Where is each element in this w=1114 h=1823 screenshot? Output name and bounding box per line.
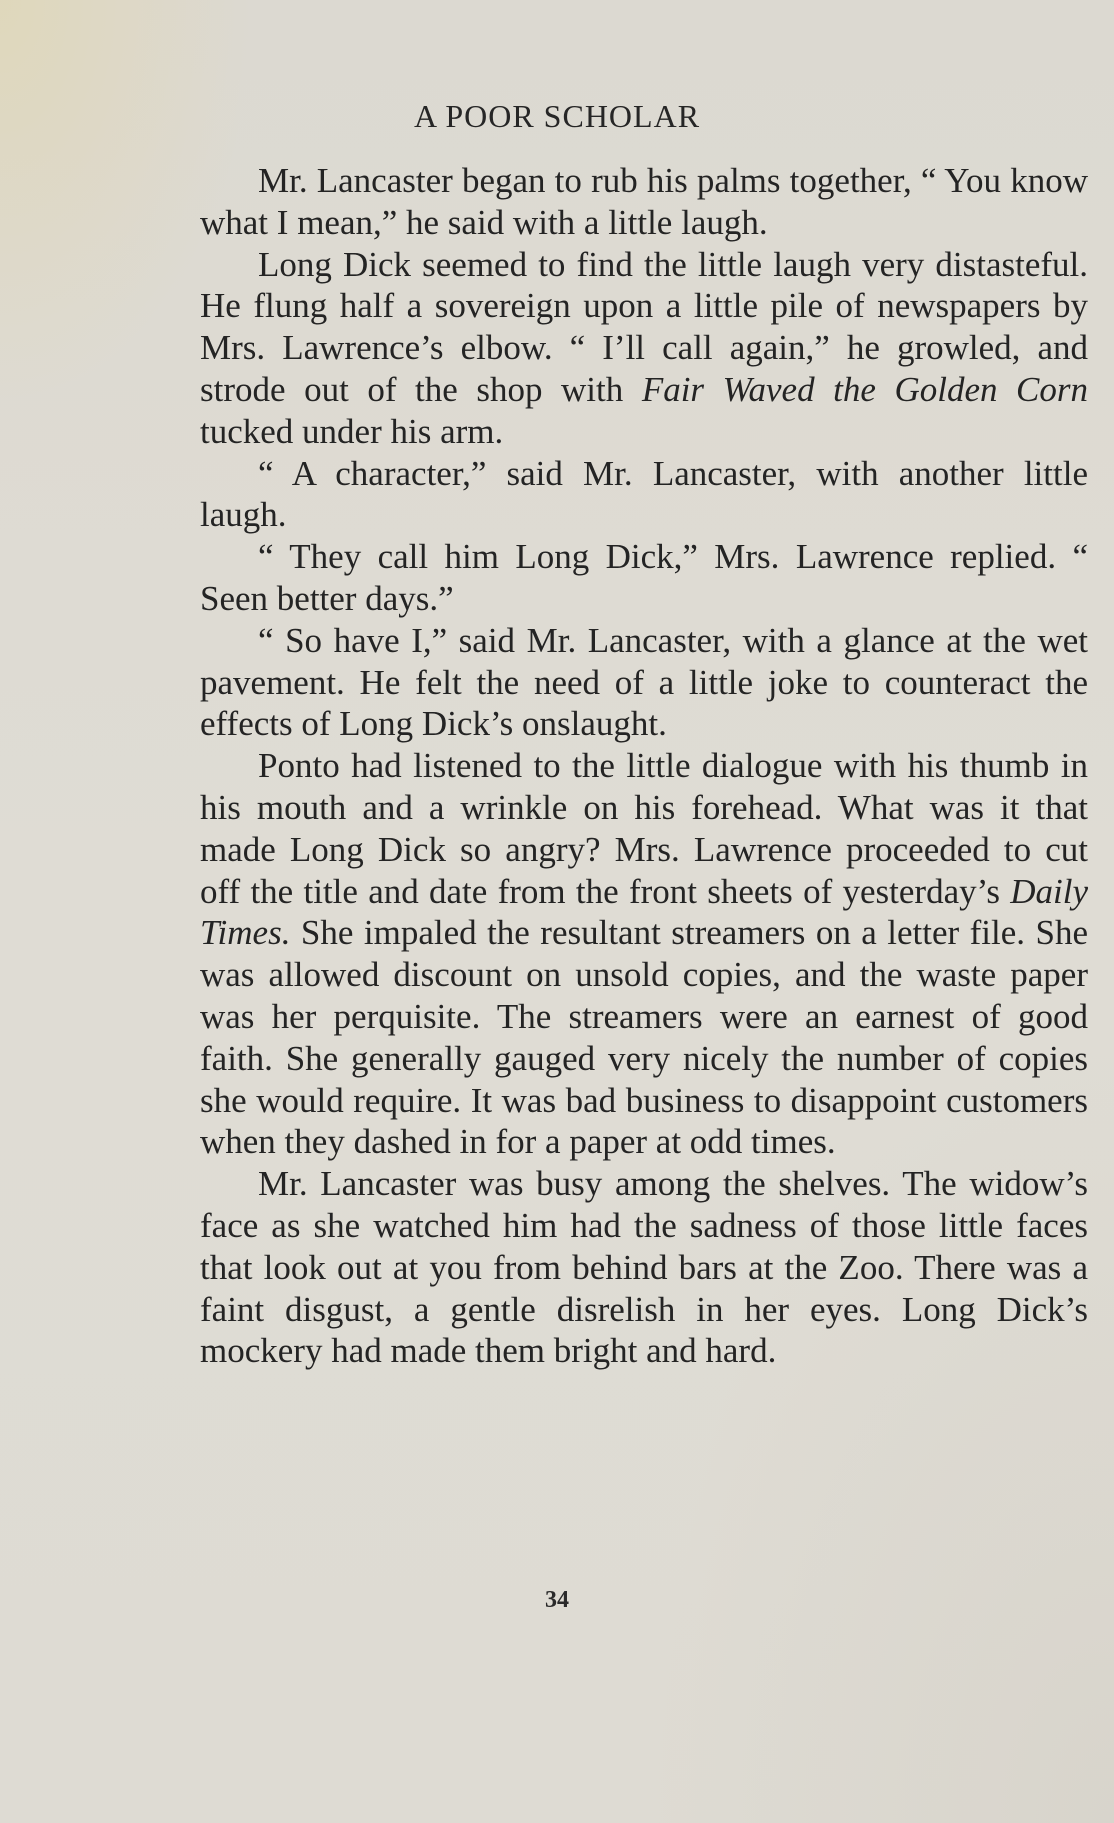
page-number: 34 bbox=[545, 1587, 569, 1613]
text-segment: She impaled the resultant streamers on a letter file. She was allowed discount on unsold copies, and the waste paper was her perquisite. The streamers were an earnest of good faith. She generally gauged very nicely the number of copies she would require. It was bad business to disappoint customers when they dashed in for a paper at odd times. bbox=[200, 913, 1088, 1162]
paragraph bbox=[200, 244, 1088, 453]
paragraph bbox=[200, 1163, 1088, 1372]
paragraph bbox=[200, 620, 1088, 745]
paragraph bbox=[200, 453, 1088, 537]
text-segment: “ They call him Long Dick,” Mrs. Lawrence replied. “ Seen better days.” bbox=[200, 537, 1088, 618]
book-title: Fair Waved the Golden Corn bbox=[641, 369, 1088, 409]
text-segment: Mr. Lancaster was busy among the shelves. The widow’s face as she watched him had the sadness of those little faces that look out at you from behind bars at the Zoo. There was a faint disgust, a gentle disrelish in her eyes. Long Dick’s mockery had made them bright and hard. bbox=[200, 1164, 1088, 1371]
text-segment: “ So have I,” said Mr. Lancaster, with a glance at the wet pavement. He felt the need of a little joke to counteract the effects of Long Dick’s onslaught. bbox=[200, 620, 1088, 744]
newspaper-title: Daily Times. bbox=[200, 871, 1088, 953]
paragraph bbox=[200, 536, 1088, 620]
text-segment: Mr. Lancaster began to rub his palms together, “ You know what I mean,” he said with a little laugh. bbox=[200, 161, 1088, 242]
paragraph bbox=[200, 160, 1088, 244]
text-segment: tucked under his arm. bbox=[200, 411, 504, 451]
paragraph bbox=[200, 745, 1088, 1163]
running-head: A POOR SCHOLAR bbox=[413, 98, 701, 134]
text-segment: “ A character,” said Mr. Lancaster, with another little laugh. bbox=[200, 453, 1088, 535]
text-segment: Ponto had listened to the little dialogue with his thumb in his mouth and a wrinkle on his forehead. What was it that made Long Dick so angry? Mrs. Lawrence proceeded to cut off the title and date from the front sheets of yesterday’s bbox=[200, 746, 1088, 911]
text-segment: Long Dick seemed to find the little laugh very distasteful. He flung half a sovereign upon a little pile of newspapers by Mrs. Lawrence’s elbow. “ I’ll call again,” he growled, and strode out of the shop with bbox=[200, 244, 1088, 409]
body-text bbox=[200, 160, 1088, 1372]
